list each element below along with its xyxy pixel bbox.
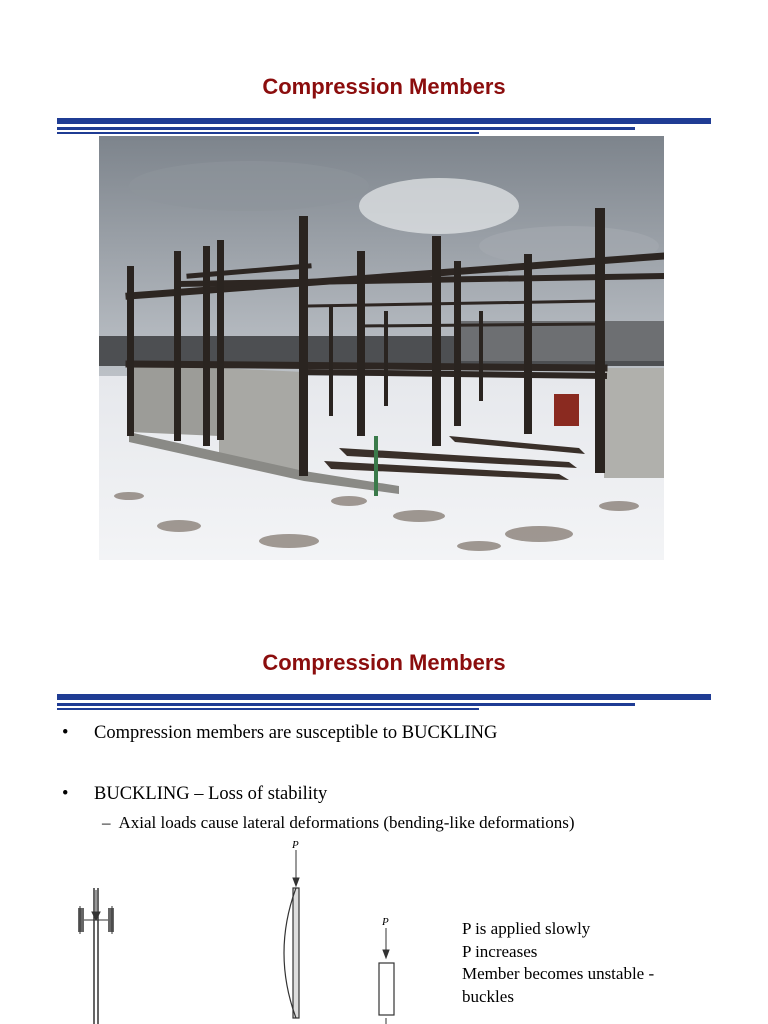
buckling-caption [462,918,654,1008]
bullet-dot-icon: • [62,784,69,804]
caption-line: P is applied slowly [462,919,591,938]
title-underline [57,118,711,136]
slide2-title: Compression Members [262,650,506,675]
caption-line: Member becomes unstable - [462,964,655,983]
sub-bullet-axial-loads: – Axial loads cause lateral deformations (bending-like deformations) [102,813,575,832]
short-column-figure [379,928,394,1024]
caption-line: buckles [462,986,514,1006]
load-label-middle: P [292,839,299,851]
fixed-column-figure [78,888,114,1024]
bullet-buckling-susceptible: • Compression members are susceptible to BUCKLING [62,723,498,743]
buckling-diagram [60,836,440,1024]
steel-frame-photo [99,136,664,560]
buckled-column-figure [284,850,299,1018]
bullet-dot-icon: • [62,723,69,743]
caption-line: P increases [462,941,538,961]
slide1-title: Compression Members [262,74,506,99]
dash-icon: – [102,813,111,832]
load-label-right: P [382,916,389,928]
title-underline [57,694,711,712]
bullet-buckling-definition: • BUCKLING – Loss of stability [62,784,328,804]
